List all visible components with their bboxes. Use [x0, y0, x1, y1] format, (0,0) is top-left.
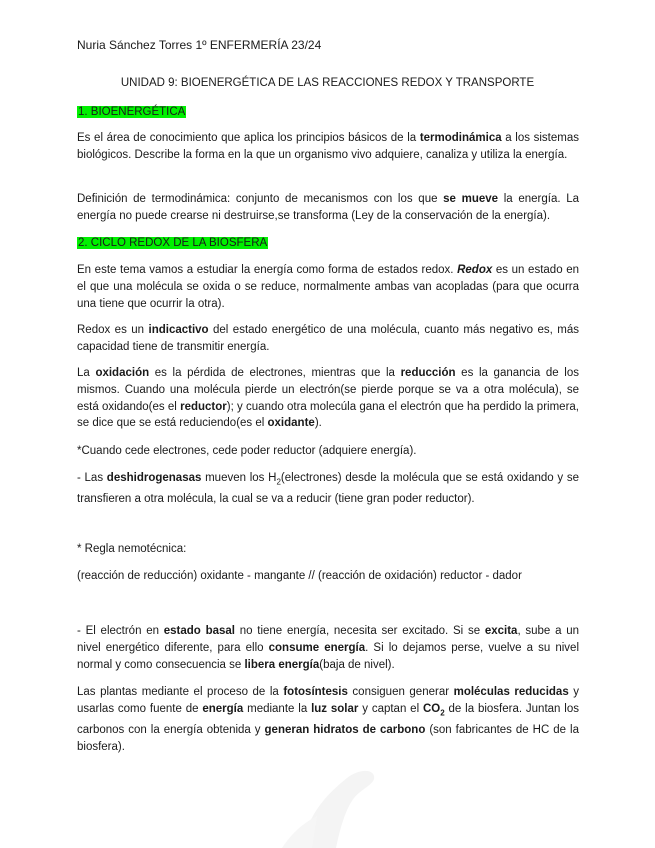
section-heading-bioenergetica: 1. BIOENERGÉTICA: [78, 106, 186, 118]
paragraph-fotosintesis: Las plantas mediante el proceso de la fotosíntesis consiguen generar moléculas reducidas y usarlas como fuente de energía mediante la luz solar y captan el $CO_2$ de la biosfera. Juntan los carbonos con la energía obtenida y generan hidratos de carbono (son fabricantes de HC de la biosfera).: [77, 686, 580, 753]
paragraph-regla-nemotecnica: * Regla nemotécnica:: [77, 543, 187, 555]
paragraph-termodinamica: Definición de termodinámica: conjunto de mecanismos con los que se mueve la energía. La energía no puede crearse ni destruirse,se transforma (Ley de la conservación de la energía).: [77, 193, 580, 222]
paragraph-cede-electrones: *Cuando cede electrones, cede poder reductor (adquiere energía).: [77, 445, 417, 457]
paragraph-oxidacion-reduccion: La oxidación es la pérdida de electrones, mientras que la reducción es la ganancia de los mismos. Cuando una molécula pierde un electrón(se pierde porque se va a otra molécula), se está oxidando(es el reductor); y cuando otra molecúla gana el electrón que ha perdido la primera, se dice que se está reduciendo(es el oxidante).: [77, 367, 579, 430]
section-heading-ciclo-redox: 2. CICLO REDOX DE LA BIOSFERA: [78, 237, 268, 249]
paragraph-redox-indicativo: Redox es un indicactivo del estado energético de una molécula, cuanto más negativo es, más capacidad tiene de transmitir energía.: [77, 324, 579, 353]
paragraph-estado-basal: - El electrón en estado basal no tiene energía, necesita ser excitado. Si se excita, sube a un nivel energético diferente, para ello consume energía. Si lo dejamos perse, vuelve a su nivel normal y como consecuencia se libera energía(baja de nivel).: [77, 625, 580, 671]
page-header: Nuria Sánchez Torres 1º ENFERMERÍA 23/24: [77, 38, 322, 52]
paragraph-oxidante-reductor: (reacción de reducción) oxidante - mangante // (reacción de oxidación) reductor - dador: [77, 570, 522, 582]
document-title: UNIDAD 9: BIOENERGÉTICA DE LAS REACCIONES REDOX Y TRANSPORTE: [120, 77, 535, 89]
paragraph-redox-intro: En este tema vamos a estudiar la energía como forma de estados redox. Redox es un estado en el que una molécula se oxida o se reduce, normalmente ambas van acopladas (para que ocurra una tiene que ocurrir la otra).: [77, 264, 579, 310]
paragraph-bioenergetica-definition: Es el área de conocimiento que aplica los principios básicos de la termodinámica a los sistemas biológicos. Describe la forma en la que un organismo vivo adquiere, canaliza y utiliza la energía.: [77, 132, 579, 161]
watermark-icon: [262, 758, 382, 848]
paragraph-deshidrogenasas: - Las deshidrogenasas mueven los $H_2(electrones)$ desde la molécula que se está oxidando y se transfieren a otra molécula, la cual se va a reducir (tiene gran poder reductor).: [77, 472, 579, 506]
